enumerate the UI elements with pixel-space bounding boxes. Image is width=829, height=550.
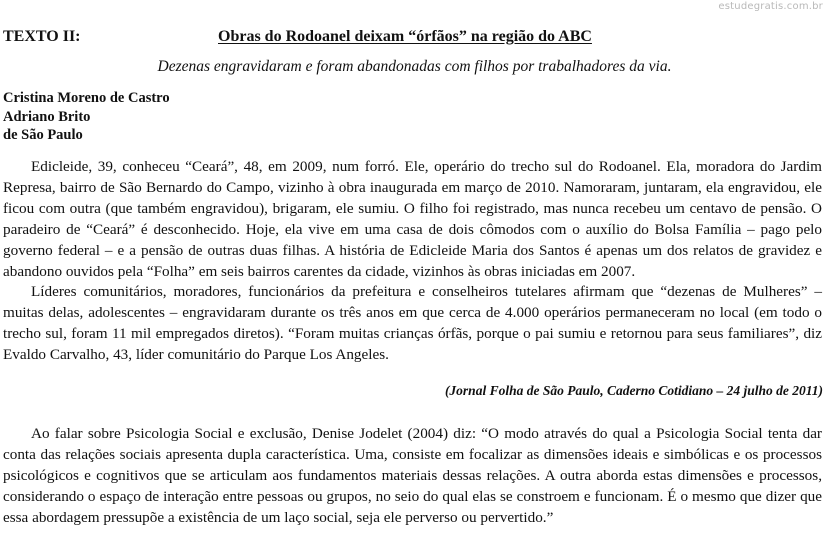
author-name: Cristina Moreno de Castro (3, 90, 170, 106)
texto-label: TEXTO II: (3, 28, 81, 45)
author-block (3, 89, 170, 145)
text-header (3, 28, 821, 48)
article-paragraph: Edicleide, 39, conheceu “Ceará”, 48, em 2009, num forró. Ele, operário do trecho sul do Rodoanel. Ela, moradora do Jardim Represa, bairro de São Bernardo do Campo, vizinho à obra inaugurada em março de 2010. Namoraram, juntaram, ela engravidou, ele ficou com outra (que também engravidou), brigaram, ele sumiu. O filho foi registrado, mas nunca recebeu um centavo de pensão. O paradeiro de “Ceará” é desconhecido. Hoje, ela vive em uma casa de dois cômodos com o auxílio do Bolsa Família – pago pelo governo federal – e a pensão de outras duas filhas. A história de Edicleide Maria dos Santos é apenas um dos relatos de gravidez e abandono ouvidos pela “Folha” em seis bairros carentes da cidade, vizinhos às obras iniciadas em 2007. (3, 158, 822, 280)
article-title: Obras do Rodoanel deixam “órfãos” na região do ABC (218, 28, 592, 45)
author-location: de São Paulo (3, 127, 83, 143)
jodelet-paragraph: Ao falar sobre Psicologia Social e exclusão, Denise Jodelet (2004) diz: “O modo através do qual a Psicologia Social tenta dar conta das relações sociais apresenta dupla característica. Uma, consiste em focalizar as dimensões ideais e simbólicas e os processos psicológicos e cognitivos que se articulam aos fundamentos materiais dessas relações. A outra aborda estas dimensões e processos, considerando o espaço de interação entre pessoas ou grupos, no seio do qual elas se constroem e funcionam. É o mesmo que dizer que essa abordagem pressupõe a existência de um laço social, seja ele perverso ou pervertido.” (3, 425, 822, 526)
article-source: (Jornal Folha de São Paulo, Caderno Cotidiano – 24 julho de 2011) (444, 383, 823, 398)
jodelet-quote-block (3, 424, 822, 529)
author-name: Adriano Brito (3, 108, 91, 125)
article-subtitle: Dezenas engravidaram e foram abandonadas com filhos por trabalhadores da via. (157, 58, 672, 75)
article-paragraph: Líderes comunitários, moradores, funcionários da prefeitura e conselheiros tutelares afirmam que “dezenas de Mulheres” – muitas delas, adolescentes – engravidaram durante os três anos em que cerca de 4.000 operários permaneceram no local (em todo o trecho sul, foram 11 mil empregados diretos). “Foram muitas crianças órfãs, porque o pai sumiu e retornou para seus familiares”, diz Evaldo Carvalho, 43, líder comunitário do Parque Los Angeles. (3, 283, 822, 364)
article-body (3, 157, 822, 366)
watermark-text: estudegratis.com.br (718, 1, 823, 12)
